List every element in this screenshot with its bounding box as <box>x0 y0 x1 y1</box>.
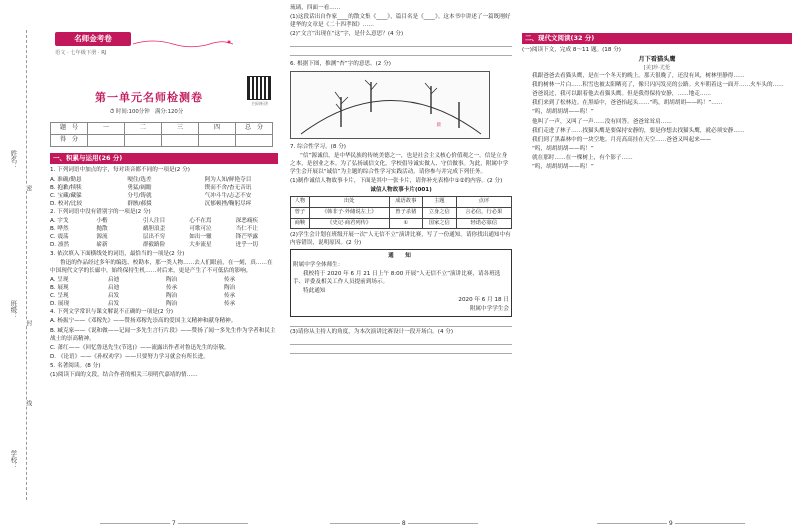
option-row[interactable]: A. 准确/勤恳 哽住/选差 阿为人知/鲜艳夺目 <box>50 176 252 183</box>
page-number-8: 8 <box>330 520 478 529</box>
q7-passage: “信”源诚信，是中华民族的传统美德之一，也是社会主义核心价值观之一。信是立身之本，是创业之本。为了弘扬诚信文化，学校倡导诚实做人、守信做事。为此，附属中学学生会开展以“诚信”为主题的综合性学习实践活动。请你参与并完成下列任务。 <box>290 152 509 175</box>
swirl-decoration-icon <box>133 38 233 48</box>
card-head: 出处 <box>309 197 389 208</box>
score-head: 一 <box>88 123 125 135</box>
character-illustration <box>290 71 490 139</box>
option-row[interactable]: C. 震荡 源流 层出不穷 如出一辙 锋芒毕露 <box>50 234 259 241</box>
option-row[interactable]: B. 哗然 抛散 鹬胆浪歪 可歌可泣 当仁不让 <box>50 226 259 233</box>
qr-code-icon[interactable] <box>247 76 271 100</box>
qr-label: 扫码听讲 <box>252 101 268 106</box>
image-caption: 晨 <box>436 123 441 129</box>
page-number-9: 9 <box>597 520 745 529</box>
story-paragraph: 我们来到了松林边。在黑暗中，爸爸抬起头……“呜，胡胡胡胡——呜！”…… <box>532 100 723 107</box>
q2-options <box>50 217 278 249</box>
q5-stem: 5. 名著阅读。(8 分) <box>50 362 101 369</box>
col-3-content <box>522 30 792 515</box>
story-paragraph: 就在那时……在一棵树上，有个影子…… <box>532 155 633 162</box>
q4-option[interactable]: A. 杨振宁——《邓稼先》——赞扬邓稼先崇高的爱国主义精神和献身精神。 <box>50 318 237 325</box>
story-title: 月下看猫头鹰 <box>638 55 676 63</box>
option-row[interactable]: B. 展现 启迪 传承 陶冶 <box>50 284 236 291</box>
page-9 <box>517 0 800 531</box>
card-head: 点评 <box>456 197 512 208</box>
score-cell[interactable] <box>236 135 273 147</box>
page-number-7: 7 <box>100 520 248 529</box>
story-paragraph: “呜，胡胡胡胡——呜！” <box>532 145 594 152</box>
notice-date: 2020 年 6 月 18 日 <box>458 296 509 303</box>
q6-stem: 6. 根据下图，推测“杏”字的意思。(2 分) <box>290 61 391 68</box>
score-head: 题 号 <box>51 123 88 135</box>
option-row[interactable]: D. 凛然 崭新 群毅路险 大步流星 迸乎一切 <box>50 242 259 249</box>
score-head: 二 <box>125 123 162 135</box>
notice-recipient: 附属中学全体师生： <box>293 261 344 268</box>
card-head: 成语故事 <box>389 197 422 208</box>
clock-icon: ⏱ <box>110 109 116 115</box>
tree-hill-icon <box>291 72 491 140</box>
story-paragraph: “呜，胡胡胡胡——呜！” <box>532 164 594 171</box>
story-paragraph: 我们到了黑森林中的一块空地。月亮高高挂在天空……爸爸又叫起来—— <box>532 136 712 143</box>
story-paragraph: 我跟爸爸去看猫头鹰，是在一个冬天的晚上。那天很晚了，还没有风，树林里静得…… <box>532 73 745 80</box>
q7-2-answer-lines[interactable] <box>290 319 512 327</box>
q3-stem: 3. 依次填入下面横线处的词语，最恰当的一项是(2 分) <box>50 250 185 257</box>
score-head: 总 分 <box>236 123 273 135</box>
page-7 <box>0 0 285 531</box>
page-8 <box>285 0 517 531</box>
card-title: 诚信人物故事卡片(001) <box>370 187 432 194</box>
notice-org: 附属中学学生会 <box>469 306 509 313</box>
notice-title: 通 知 <box>388 253 414 260</box>
story-paragraph: 他叫了一声，又叫了一声……没有回答。爸爸耸耸肩…… <box>532 118 672 125</box>
story-author: [美]珍·尤伦 <box>643 64 671 71</box>
q7-3-answer-lines[interactable] <box>290 337 512 354</box>
score-cell[interactable] <box>88 135 125 147</box>
q4-option[interactable]: C. 萧红——《回忆鲁迅先生(节选)》——流露出作者对鲁迅先生的崇敬。 <box>50 344 230 351</box>
story-paragraph: 爸爸说过，我可以跟着他去看猫头鹰。但是我得保持安静，……地走…… <box>532 91 712 98</box>
q2-stem: 2. 下列词语中没有错别字的一项是(2 分) <box>50 208 151 215</box>
option-row[interactable]: D. 展现 启发 陶冶 传承 <box>50 301 236 308</box>
q7-3-stem: (3)请你从主持人的角度，为本次演讲比赛设计一段开场白。(4 分) <box>290 329 454 336</box>
meta-text: 时间:100分钟 满分:120分 <box>115 109 184 115</box>
option-row[interactable]: D. 校对/比较 群骸/郝掇 沉郁顿挫/鞠躬尽瘁 <box>50 200 252 207</box>
cut-line <box>26 30 27 500</box>
story-paragraph: 我们走进了林子……找猫头鹰是要保持安静的，要是你想去找猫头鹰，就必须安静…… <box>532 127 745 134</box>
option-row[interactable]: C. 宝藏/藏躲 分号/铸就 气冲斗牛/忐忑不安 <box>50 192 252 199</box>
q1-stem: 1. 下列词语中加点的字，每对读音都不同的一项是(2 分) <box>50 167 190 174</box>
q5-2-stem: (2)“文言”出现在“这”字，是什么意思？(4 分) <box>290 31 404 38</box>
q7-2-stem: (2)学生会计划在班级开展一次“人无信不立”演讲比赛，写了一份通知。请你找出通知中有内容错误，说明原因。(2 分) <box>290 232 511 247</box>
score-cell[interactable] <box>162 135 199 147</box>
section-1-header: 一、积累与运用(26 分) <box>50 153 278 164</box>
section-2-header: 二、现代文阅读(32 分) <box>522 33 792 44</box>
col-2-content <box>290 4 512 514</box>
score-table <box>50 122 273 147</box>
notice-closing: 特此通知 <box>303 287 326 294</box>
q5-passage: (1)阅读下面的文段，结合作者的相关三项明代嘉靖的情…… <box>50 372 198 379</box>
score-head: 三 <box>162 123 199 135</box>
seal-mark-feng: 封 <box>24 320 32 326</box>
table-row: 商鞅 《史记·商君列传》 ① 国家之信 轻诺必寡信 <box>291 218 512 229</box>
option-row[interactable]: A. 宇戈 小楷 引人注目 心不在焉 深恶痛疾 <box>50 218 259 225</box>
school-label: 学校： <box>9 450 18 470</box>
seal-mark-mi: 密 <box>24 185 32 191</box>
option-row[interactable]: C. 呈现 启发 陶冶 传承 <box>50 293 236 300</box>
score-row-label: 得 分 <box>51 135 88 147</box>
name-label: 姓名： <box>9 150 18 170</box>
q7-stem: 7. 综合性学习。(8 分) <box>290 143 346 150</box>
reading-instruction: (一)阅读下文，完成 8～11 题。(18 分) <box>522 47 621 54</box>
story-paragraph: “呜，胡胡胡胡——呜！” <box>532 109 594 116</box>
binding-margin <box>0 0 40 531</box>
story-card-table <box>290 196 512 229</box>
table-row: 曾子 《韩非子·外储说左上》 曾子杀猪 立身之信 言必信，行必果 <box>291 207 512 218</box>
score-cell[interactable] <box>125 135 162 147</box>
notice-box <box>290 249 512 317</box>
q4-option[interactable]: D. 《论语》——《孙权劝学》——只要努力学习就会有所长进。 <box>50 353 209 360</box>
score-cell[interactable] <box>199 135 236 147</box>
seal-mark-xian: 线 <box>24 400 32 406</box>
page-title: 第一单元名师检测卷 <box>95 91 203 104</box>
class-label: 班级： <box>9 300 18 320</box>
subject-subtitle: 语文 · 七年级下册 · RJ <box>55 50 107 56</box>
q5-continued: 琉璃，四面一看…… <box>290 5 341 11</box>
card-head: 主题 <box>423 197 456 208</box>
notice-body: 我校将于 2020 年 6 月 21 日上午 8:00 开展“人无信不立”演讲比赛，请各班选手、评委及相关工作人员提前到场示。 <box>293 270 501 285</box>
time-score-info <box>110 109 183 117</box>
q3-options <box>50 276 278 308</box>
score-head: 四 <box>199 123 236 135</box>
q4-option[interactable]: B. 臧克家——《说和做——记闻一多先生言行片段》——赞扬了闻一多先生作为学者和民主战士的崇高精神。 <box>50 327 276 342</box>
option-row[interactable]: A. 呈现 启迪 陶冶 传承 <box>50 276 236 283</box>
col-1-content <box>50 150 278 515</box>
q4-stem: 4. 下列文学常识与课文解说不正确的一项是(2 分) <box>50 309 174 316</box>
q1-options <box>50 176 278 208</box>
brand-logo: 名师金考卷 <box>55 32 131 46</box>
q5-1-stem: (1)这段话出自作家____的散文集《____》，篇目名是《____》。这本书中讲述了一篇既刚好建华的文章是《二十四孝图》…… <box>290 14 511 29</box>
q5-answer-lines[interactable] <box>290 39 512 56</box>
card-head: 人物 <box>291 197 310 208</box>
q7-1-stem: (1)制作诚信人物故事卡片，下面是其中一张卡片，请你补充表格中①②的内容。(2 分) <box>290 177 503 184</box>
q3-passage: 鲁迅的作品经过多年的编选、校勘本，那一类人物……去人们眼前，在一刻，真……在中国现代文学的长廊中，始终保持生机……对后来，更是产生了不可低估的影响。 <box>50 259 273 274</box>
option-row[interactable]: B. 抱歉/犊犊 勇猛/阔瞻 锲而不舍/杳无音讯 <box>50 184 252 191</box>
story-paragraph: 我的树林一片白……积雪也被太阳晒亮了，像只闪闪发亮的公路。火车朝着这一面开……火车头的…… <box>532 82 784 89</box>
